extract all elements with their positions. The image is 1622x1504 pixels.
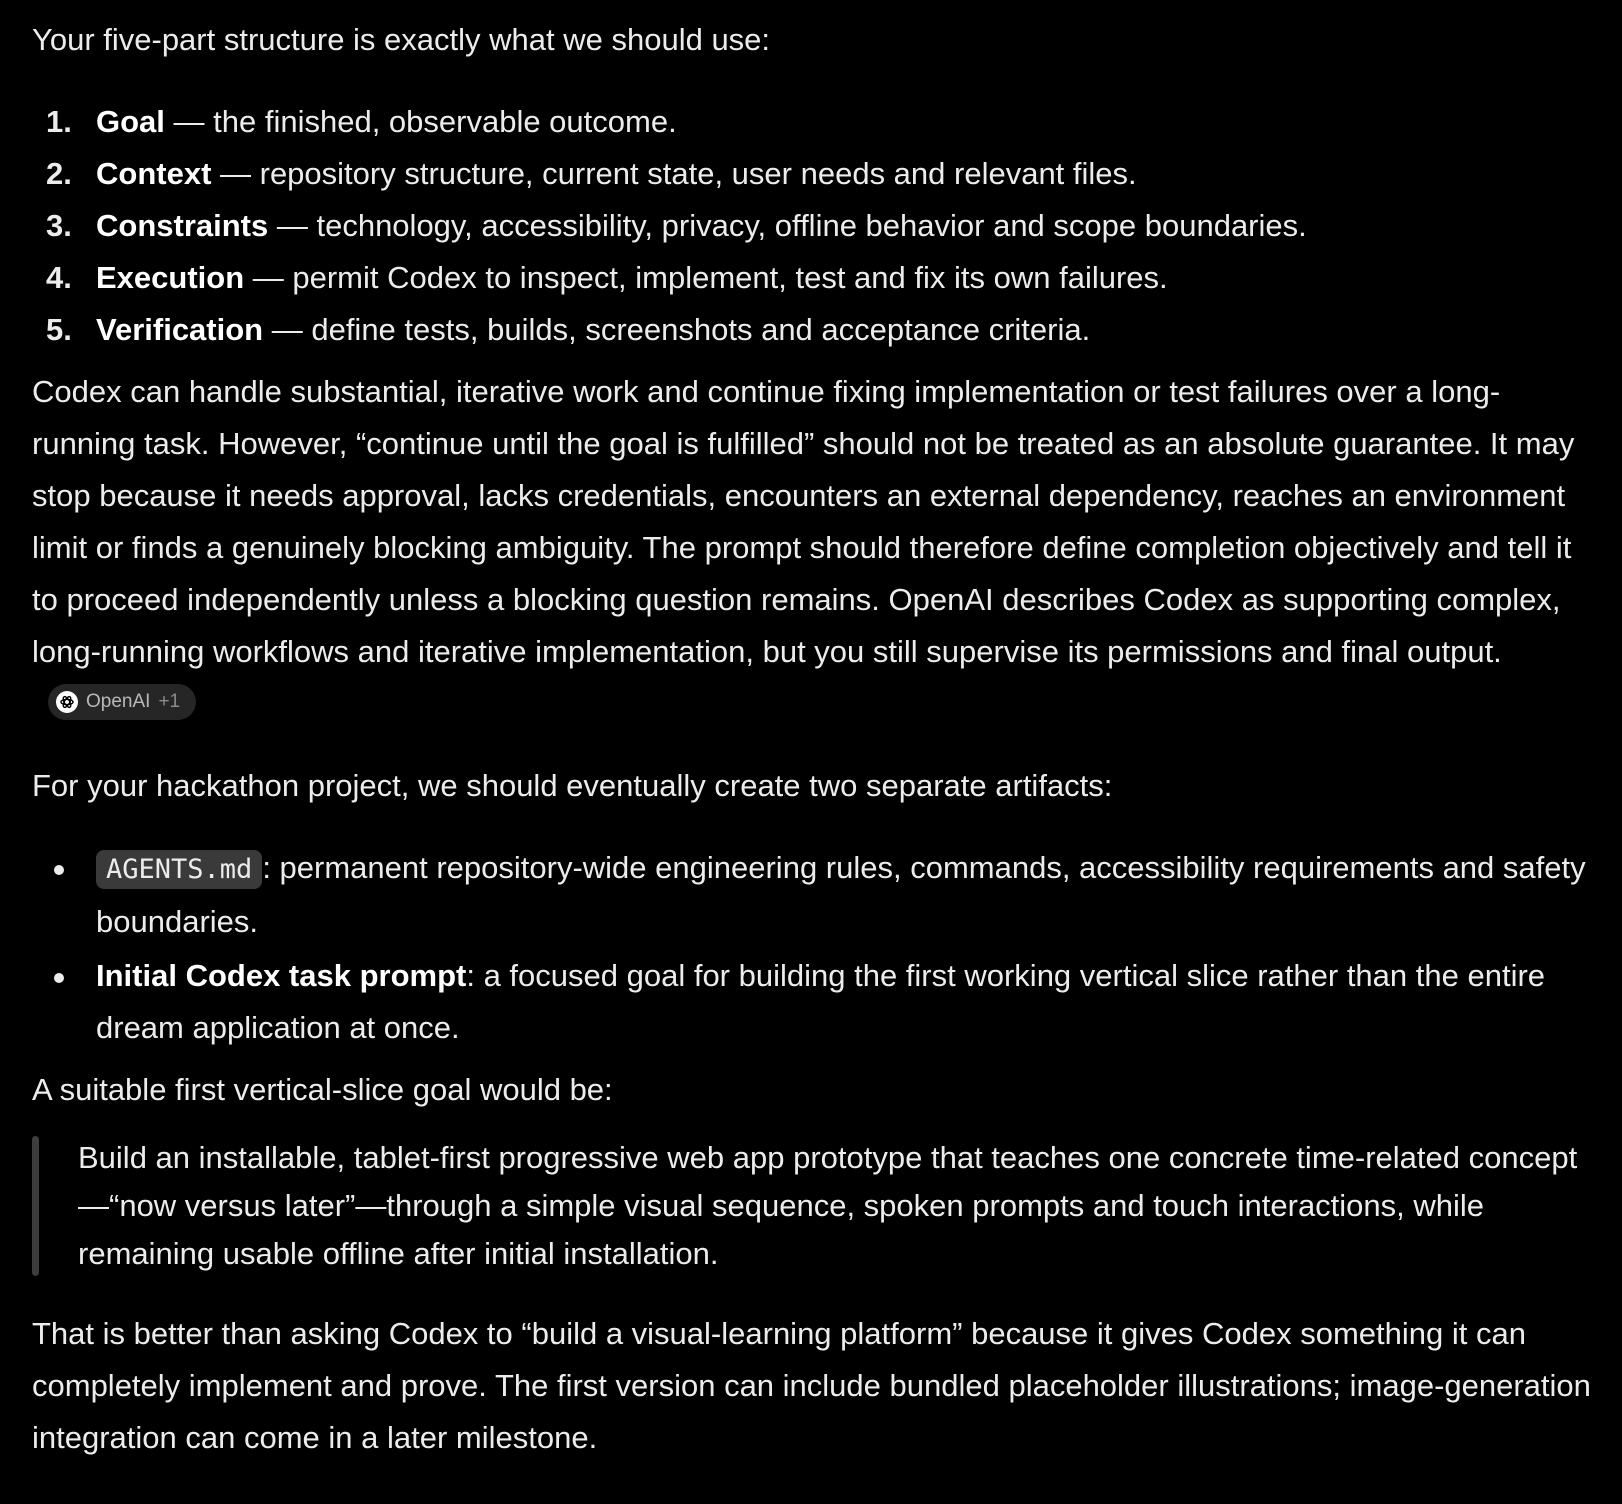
list-item bbox=[32, 148, 1597, 200]
step-description: — technology, accessibility, privacy, offline behavior and scope boundaries. bbox=[268, 208, 1307, 243]
list-item bbox=[32, 304, 1597, 356]
step-term-constraints: Constraints bbox=[96, 208, 269, 243]
five-part-structure-list bbox=[32, 96, 1597, 356]
bullet-icon bbox=[54, 865, 64, 875]
list-item bbox=[32, 96, 1597, 148]
list-number: 3. bbox=[46, 208, 72, 243]
step-term-context: Context bbox=[96, 156, 212, 191]
artifacts-list bbox=[32, 842, 1597, 1054]
artifact-description: : permanent repository-wide engineering rules, commands, accessibility requirements and safety boundaries. bbox=[96, 850, 1586, 939]
list-number: 1. bbox=[46, 104, 72, 139]
assistant-message bbox=[32, 14, 1597, 1464]
list-number: 2. bbox=[46, 156, 72, 191]
suitable-goal-intro: A suitable first vertical-slice goal would be: bbox=[32, 1072, 613, 1107]
list-item bbox=[32, 950, 1597, 1054]
step-description: — define tests, builds, screenshots and acceptance criteria. bbox=[263, 312, 1091, 347]
goal-quote-text: Build an installable, tablet-first progressive web app prototype that teaches one concrete time-related concept—“now versus later”—through a simple visual sequence, spoken prompts and touch interactions, while remaining usable offline after initial installation. bbox=[78, 1140, 1578, 1271]
list-number: 5. bbox=[46, 312, 72, 347]
list-item bbox=[32, 200, 1597, 252]
openai-logo-icon bbox=[56, 691, 78, 713]
list-item bbox=[32, 842, 1597, 948]
blockquote-bar bbox=[32, 1136, 39, 1276]
list-item bbox=[32, 252, 1597, 304]
step-description: — the finished, observable outcome. bbox=[164, 104, 677, 139]
intro-text: Your five-part structure is exactly what we should use: bbox=[32, 22, 771, 57]
artifact-term: Initial Codex task prompt bbox=[96, 958, 467, 993]
step-term-goal: Goal bbox=[96, 104, 165, 139]
citation-pill[interactable] bbox=[48, 684, 196, 720]
bullet-icon bbox=[54, 973, 64, 983]
list-number: 4. bbox=[46, 260, 72, 295]
step-description: — repository structure, current state, user needs and relevant files. bbox=[211, 156, 1137, 191]
closing-paragraph: That is better than asking Codex to “build a visual-learning platform” because it gives Codex something it can completely implement and prove. The first version can include bundled placeholder illustrations; image-generation integration can come in a later milestone. bbox=[32, 1316, 1591, 1455]
step-term-execution: Execution bbox=[96, 260, 245, 295]
codex-paragraph bbox=[32, 366, 1597, 730]
step-term-verification: Verification bbox=[96, 312, 264, 347]
artifact-description: : a focused goal for building the first working vertical slice rather than the entire dream application at once. bbox=[96, 958, 1546, 1045]
codex-paragraph-text: Codex can handle substantial, iterative work and continue fixing implementation or test failures over a long-running task. However, “continue until the goal is fulfilled” should not be treated as an absolute guarantee. It may stop because it needs approval, lacks credentials, encounters an external dependency, reaches an environment limit or finds a genuinely blocking ambiguity. The prompt should therefore define completion objectively and tell it to proceed independently unless a blocking question remains. OpenAI describes Codex as supporting complex, long-running workflows and iterative implementation, but you still supervise its permissions and final output. bbox=[32, 374, 1575, 669]
hackathon-paragraph: For your hackathon project, we should eventually create two separate artifacts: bbox=[32, 768, 1113, 803]
goal-blockquote bbox=[32, 1134, 1597, 1278]
step-description: — permit Codex to inspect, implement, test and fix its own failures. bbox=[244, 260, 1168, 295]
inline-code-agents-md: AGENTS.md bbox=[96, 850, 262, 889]
citation-source: OpenAI bbox=[86, 691, 151, 712]
citation-more-count: +1 bbox=[158, 691, 181, 712]
